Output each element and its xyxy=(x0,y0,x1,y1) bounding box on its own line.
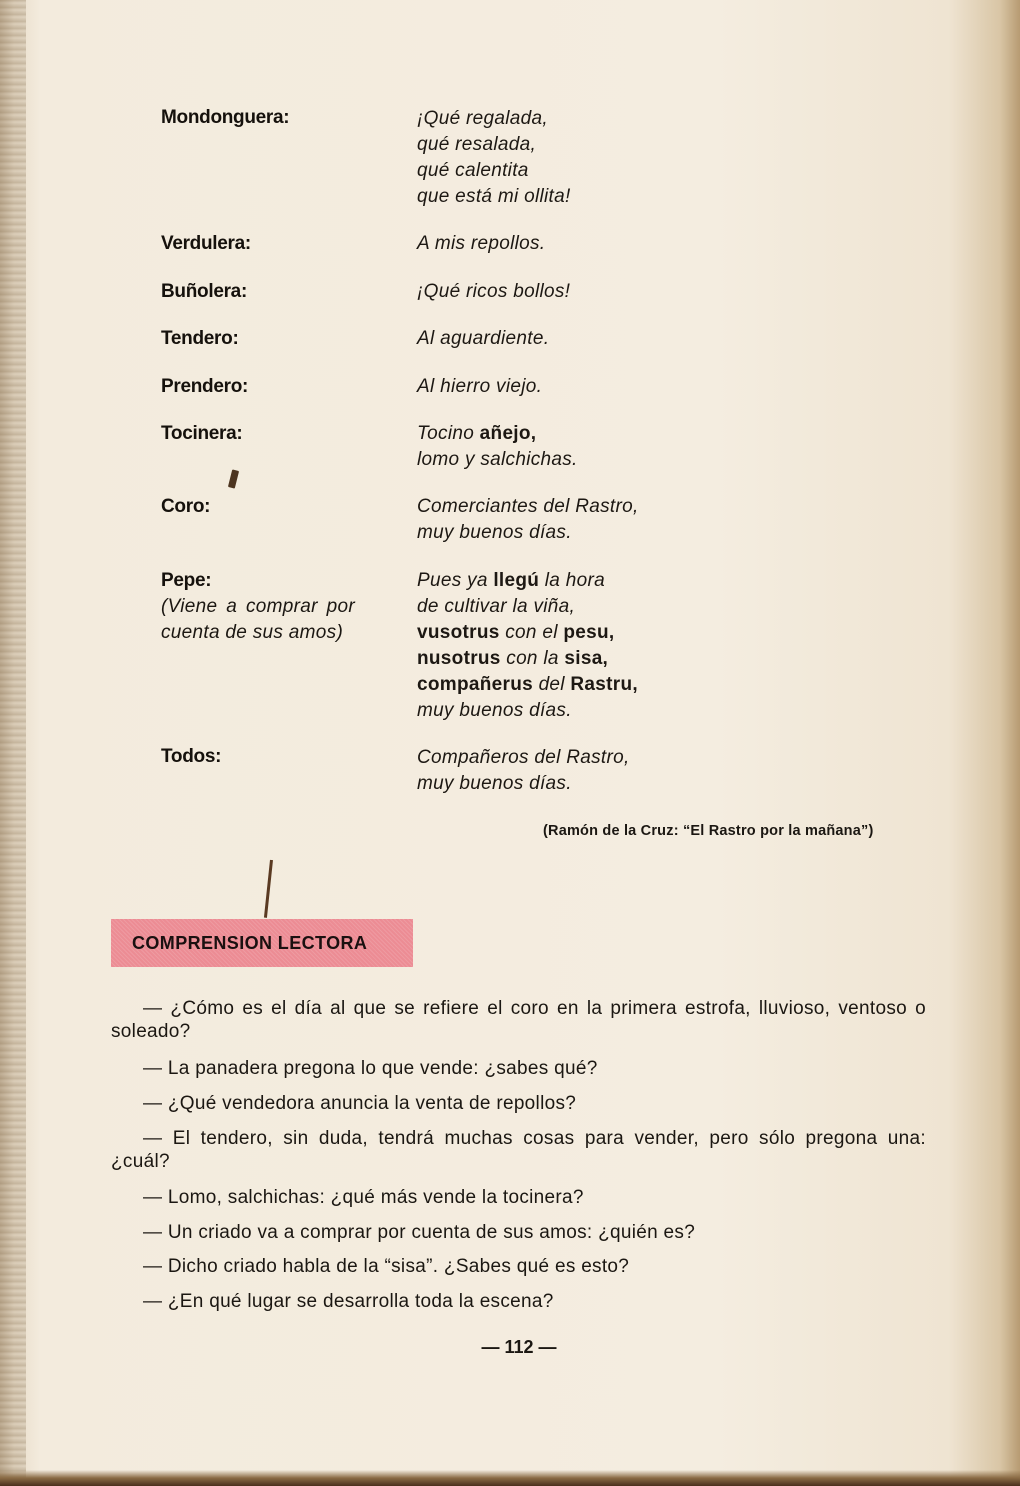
section-heading-box xyxy=(111,919,413,967)
question-item: — El tendero, sin duda, tendrá muchas cosas para vender, pero sólo pregona una: ¿cuál? xyxy=(111,1128,926,1172)
question-item: — Dicho criado habla de la “sisa”. ¿Sabes qué es esto? xyxy=(143,1256,630,1277)
question-item: — La panadera pregona lo que vende: ¿sabes qué? xyxy=(143,1058,598,1079)
stage-direction: (Viene a comprar por cuenta de sus amos) xyxy=(161,596,355,643)
verse-bunolera xyxy=(417,279,570,305)
verse-verdulera xyxy=(417,231,545,257)
verse-pepe xyxy=(417,568,638,724)
question-item: — Un criado va a comprar por cuenta de sus amos: ¿quién es? xyxy=(143,1222,696,1243)
question-item: — ¿En qué lugar se desarrolla toda la escena? xyxy=(143,1291,554,1312)
verse-line: lomo y salchichas. xyxy=(417,449,578,470)
speaker-coro: Coro: xyxy=(161,496,211,517)
verse-coro xyxy=(417,494,639,546)
speaker-verdulera: Verdulera: xyxy=(161,233,251,254)
page-number: — 112 — xyxy=(481,1337,557,1357)
verse-prendero xyxy=(417,374,542,400)
verse-line: Al hierro viejo. xyxy=(417,376,543,397)
ink-mark xyxy=(228,469,239,488)
verse-line: Pues ya llegú la hora xyxy=(417,570,605,591)
verse-tocinera xyxy=(417,421,578,473)
question-item: — ¿Qué vendedora anuncia la venta de repollos? xyxy=(143,1093,577,1114)
speaker-todos: Todos: xyxy=(161,746,222,767)
verse-line: Al aguardiente. xyxy=(417,328,550,349)
verse-line: compañerus del Rastru, xyxy=(417,674,638,695)
source-citation: (Ramón de la Cruz: “El Rastro por la mañana”) xyxy=(543,823,874,839)
section-heading: COMPRENSION LECTORA xyxy=(132,933,368,953)
verse-line: qué resalada, xyxy=(417,134,537,155)
verse-line: vusotrus con el pesu, xyxy=(417,622,615,643)
question-item: — ¿Cómo es el día al que se refiere el coro en la primera estrofa, lluvioso, ventoso o soleado? xyxy=(111,998,926,1042)
verse-line: ¡Qué regalada, xyxy=(417,108,548,129)
verse-line: muy buenos días. xyxy=(417,700,572,721)
speaker-mondonguera: Mondonguera: xyxy=(161,107,290,128)
verse-line: nusotrus con la sisa, xyxy=(417,648,609,669)
pencil-mark xyxy=(264,860,273,918)
verse-todos xyxy=(417,745,630,797)
speaker-prendero: Prendero: xyxy=(161,376,249,397)
verse-line: Tocino añejo, xyxy=(417,423,537,444)
verse-line: qué calentita xyxy=(417,160,529,181)
verse-tendero xyxy=(417,326,549,352)
question-item: — Lomo, salchichas: ¿qué más vende la tocinera? xyxy=(143,1187,584,1208)
verse-line: de cultivar la viña, xyxy=(417,596,576,617)
verse-line: muy buenos días. xyxy=(417,773,572,794)
verse-line: que está mi ollita! xyxy=(417,186,571,207)
speaker-pepe: Pepe: xyxy=(161,570,212,591)
verse-line: ¡Qué ricos bollos! xyxy=(417,281,571,302)
verse-line: Comerciantes del Rastro, xyxy=(417,496,639,517)
verse-line: A mis repollos. xyxy=(417,233,546,254)
verse-line: Compañeros del Rastro, xyxy=(417,747,630,768)
verse-mondonguera xyxy=(417,106,571,210)
speaker-bunolera: Buñolera: xyxy=(161,281,247,302)
speaker-tocinera: Tocinera: xyxy=(161,423,243,444)
speaker-tendero: Tendero: xyxy=(161,328,239,349)
verse-line: muy buenos días. xyxy=(417,522,572,543)
